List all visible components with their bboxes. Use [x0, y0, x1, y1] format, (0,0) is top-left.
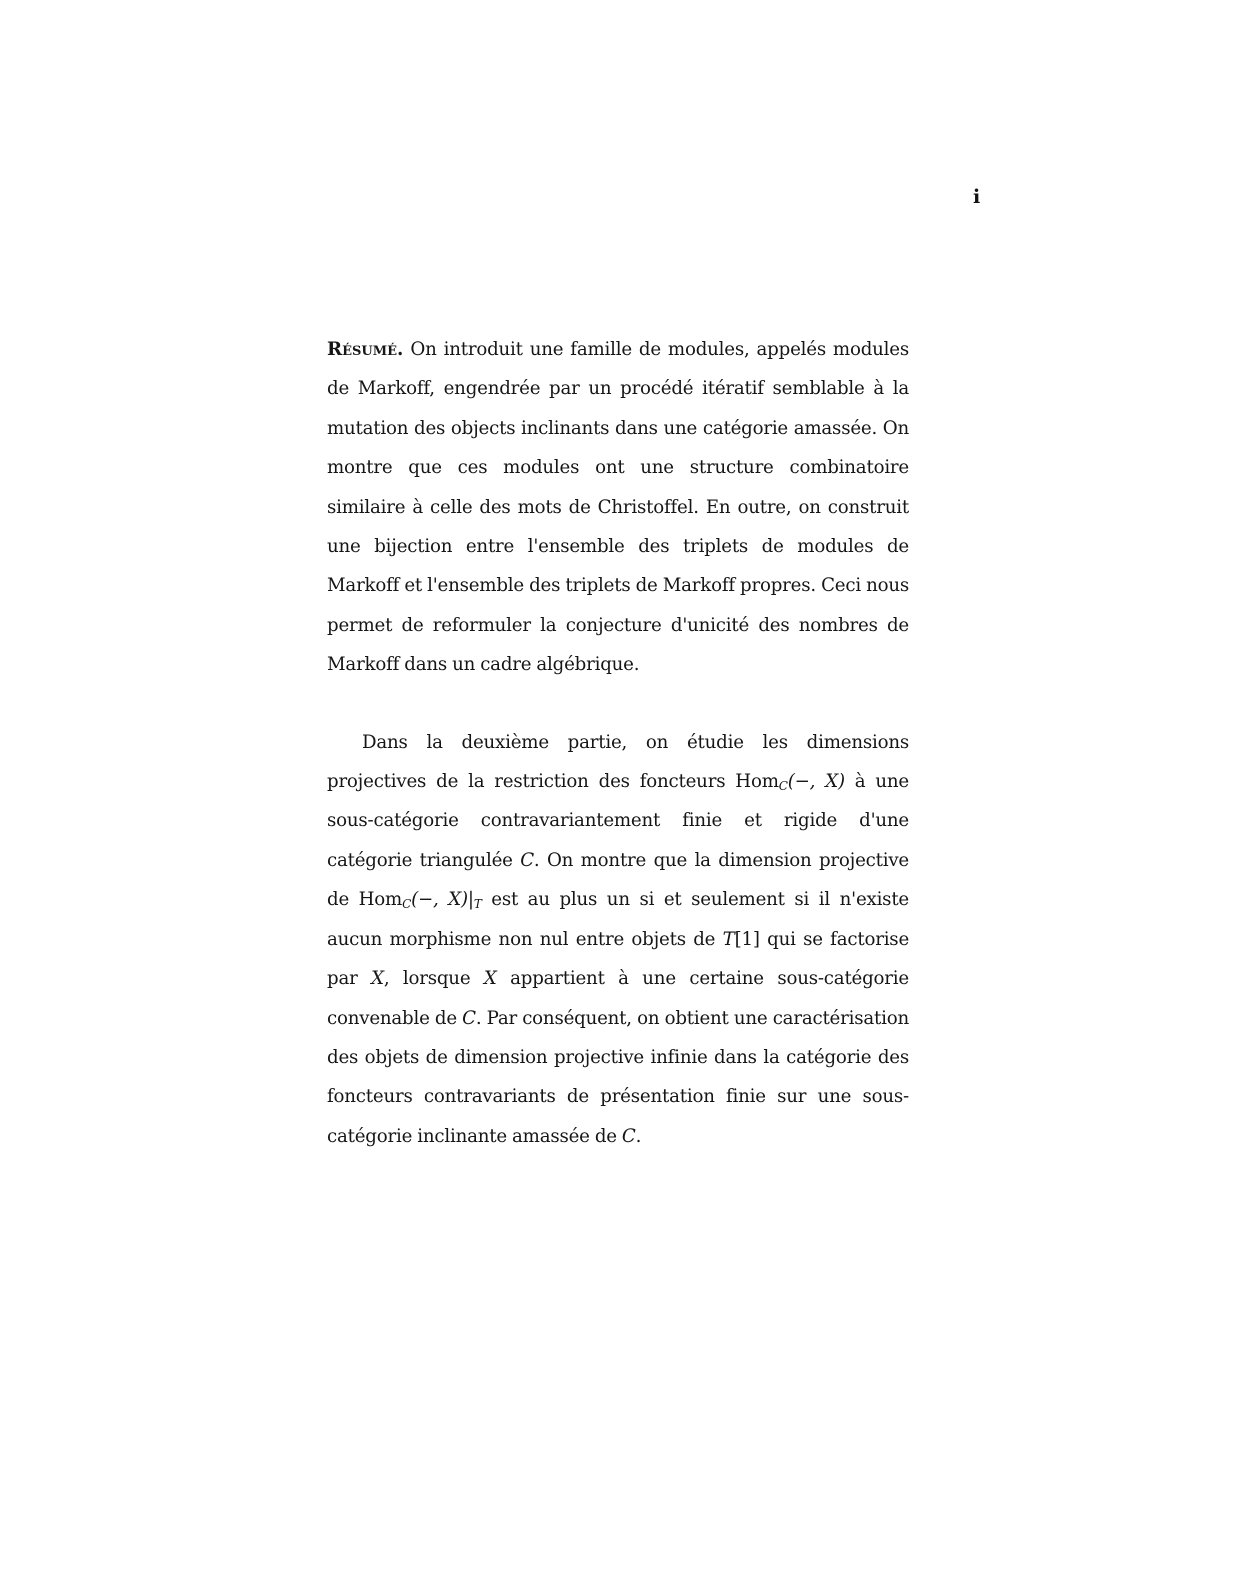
paragraph-1-text: On introduit une famille de modules, appelés modules de Markoff, engendrée par un procédé itératif semblable à la mutation des objects inclinants dans une catégorie amassée. On montre que ces modules ont une structure combinatoire similaire à celle des mots de Christoffel. En outre, on construit une bijection entre l'ensemble des triplets de modules de Markoff et l'ensemble des triplets de Markoff propres. Ceci nous permet de reformuler la conjecture d'unicité des nombres de Markoff dans un cadre algébrique. — [327, 339, 909, 676]
math-category-c-3: C — [621, 1125, 636, 1147]
p2-text-2: à une sous-catégorie contravariantement finie et rigide d'une catégorie triangulée — [327, 771, 909, 871]
math-x-2: X — [483, 968, 497, 990]
page-number: i — [973, 186, 981, 208]
math-hom-1: Hom$_C$(−, X) — [735, 771, 845, 794]
abstract-paragraph-1 — [327, 330, 909, 685]
p2-text-1: Dans la deuxième partie, on étudie les dimensions projectives de la restriction des foncteurs — [327, 731, 909, 793]
p2-text-5: qui se factorise par — [327, 928, 910, 990]
math-category-c-2: C — [462, 1007, 476, 1029]
p2-text-6: , lorsque — [383, 968, 484, 990]
math-t-shift: T[1] — [722, 928, 760, 950]
math-x-1: X — [371, 968, 384, 990]
math-category-c-1: C — [520, 849, 534, 871]
abstract-heading: Résumé. — [327, 339, 404, 360]
abstract-body — [327, 330, 909, 1156]
p2-text-8: . Par conséquent, on obtient une caractérisation des objets de dimension projective infinie dans la catégorie des foncteurs contravariants de présentation finie sur une sous-catégorie inclinante amassée de — [327, 1007, 909, 1147]
p2-text-4: est au plus un si et seulement si il n'existe aucun morphisme non nul entre objets de — [327, 889, 909, 950]
abstract-paragraph-2 — [327, 723, 909, 1156]
p2-text-9: . — [635, 1125, 642, 1147]
math-hom-2: Hom$_C$(−, $X)|_T$ — [358, 889, 482, 912]
p2-text-7: appartient à une certaine sous-catégorie convenable de — [327, 968, 909, 1029]
p2-text-3: . On montre que la dimension projective de — [327, 849, 909, 911]
